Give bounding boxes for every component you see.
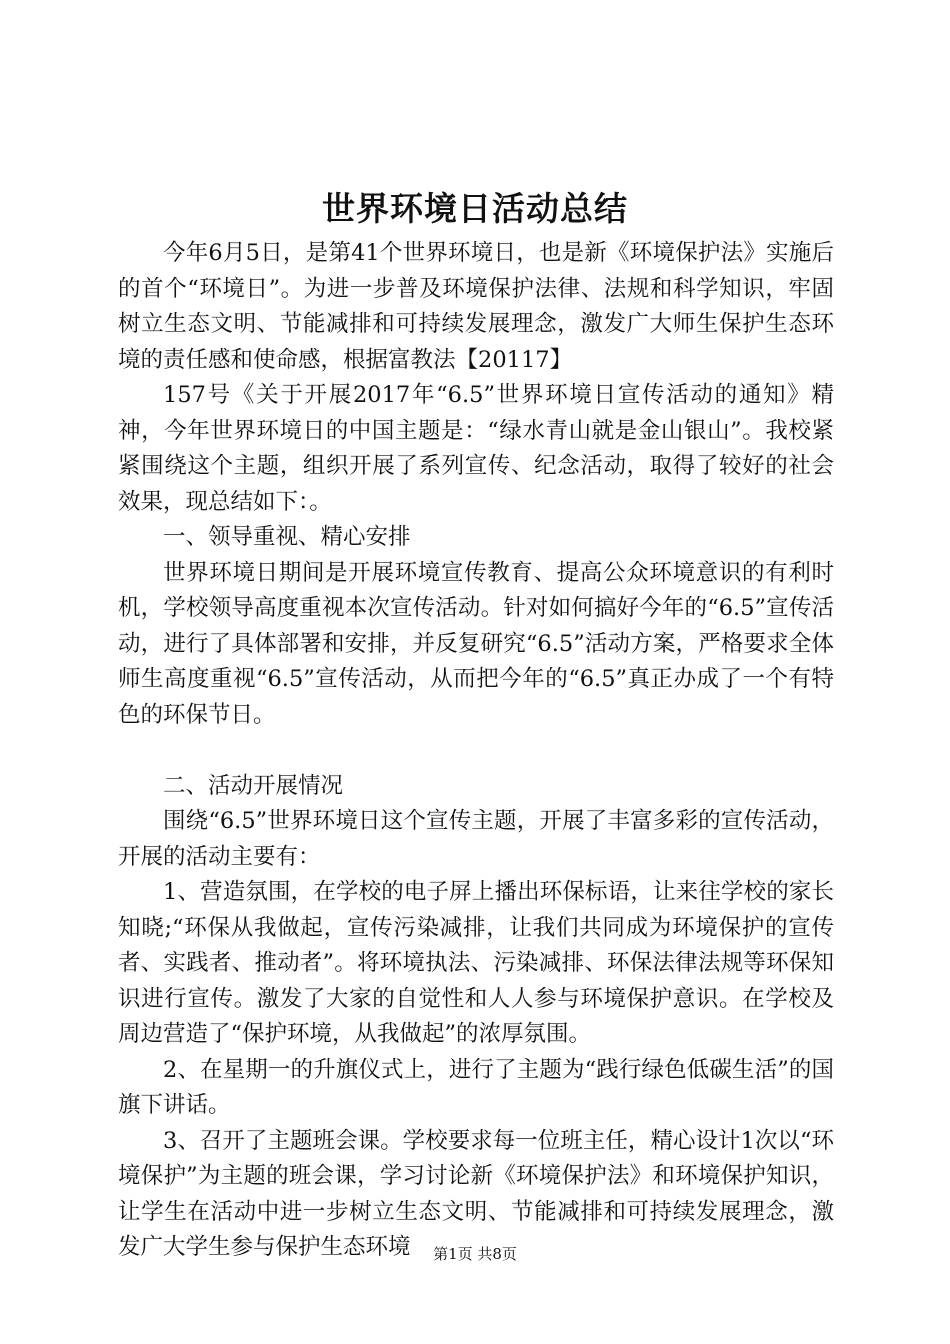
- paragraph-intro: 今年6月5日，是第41个世界环境日，也是新《环境保护法》实施后的首个“环境日”。为进一步普及环境保护法律、法规和科学知识，牢固树立生态文明、节能减排和可持续发展理念，激发广大师生保护生态环境的责任感和使命感，根据富教法【20117】: [118, 240, 834, 373]
- paragraph-leadership: 世界环境日期间是开展环境宣传教育、提高公众环境意识的有利时机，学校领导高度重视本次宣传活动。针对如何搞好今年的“6.5”宣传活动，进行了具体部署和安排，并反复研究“6.5”活动方案，严格要求全体师生高度重视“6.5”宣传活动，从而把今年的“6.5”真正办成了一个有特色的环保节日。: [118, 559, 834, 728]
- paragraph-notice: 157号《关于开展2017年“6.5”世界环境日宣传活动的通知》精神，今年世界环境日的中国主题是：“绿水青山就是金山银山”。我校紧紧围绕这个主题，组织开展了系列宣传、纪念活动，取得了较好的社会效果，现总结如下：。: [118, 382, 834, 515]
- paragraph-item-3: 3、召开了主题班会课。学校要求每一位班主任，精心设计1次以“环境保护”为主题的班会课，学习讨论新《环境保护法》和环境保护知识，让学生在活动中进一步树立生态文明、节能减排和可持续发展理念，激发广大学生参与保护生态环境: [118, 1127, 834, 1260]
- page-footer: 第1页 共8页: [433, 1245, 517, 1263]
- section-heading-1: 一、领导重视、精心安排: [163, 524, 411, 550]
- document-body: [118, 236, 834, 1266]
- paragraph-item-1: 1、营造氛围，在学校的电子屏上播出环保标语，让来往学校的家长知晓;“环保从我做起，宣传污染减排，让我们共同成为环境保护的宣传者、实践者、推动者”。将环境执法、污染减排、环保法律法规等环保知识进行宣传。激发了大家的自觉性和人人参与环境保护意识。在学校及周边营造了“保护环境，从我做起”的浓厚氛围。: [118, 879, 834, 1047]
- paragraph-item-2: 2、在星期一的升旗仪式上，进行了主题为“践行绿色低碳生活”的国旗下讲话。: [118, 1056, 834, 1118]
- document-title: 世界环境日活动总结: [322, 189, 628, 228]
- section-heading-2: 二、活动开展情况: [163, 772, 344, 799]
- paragraph-gap: [118, 733, 834, 769]
- paragraph-activities-intro: 围绕“6.5”世界环境日这个宣传主题，开展了丰富多彩的宣传活动，开展的活动主要有：: [118, 808, 834, 870]
